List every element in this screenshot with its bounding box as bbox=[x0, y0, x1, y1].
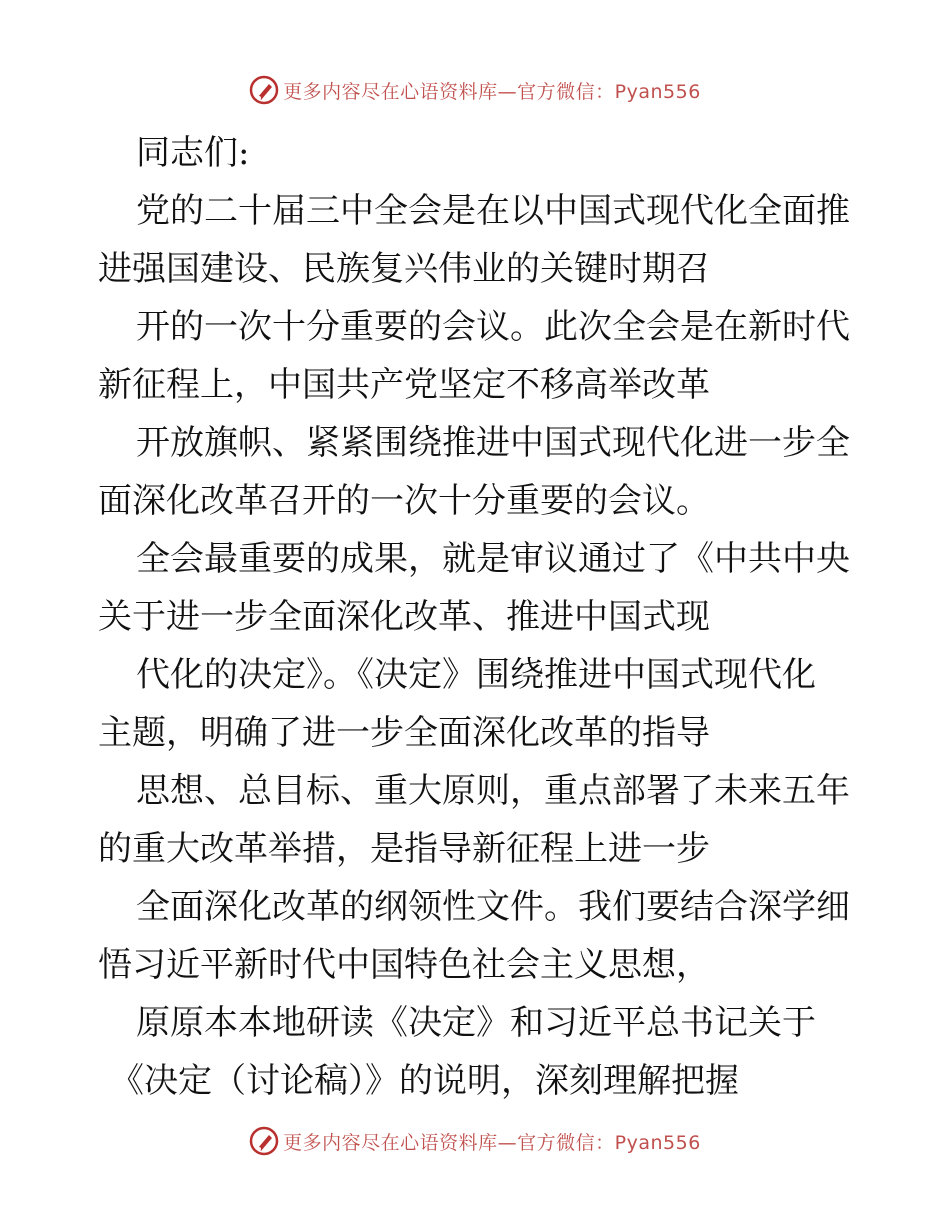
text-line: 面深化改革召开的一次十分重要的会议。 bbox=[98, 481, 710, 521]
text-line: 主题，明确了进一步全面深化改革的指导 bbox=[98, 713, 710, 753]
text-line: 《决定（讨论稿）》的说明，深刻理解把握 bbox=[110, 1061, 739, 1101]
text-line: 原原本本地研读《决定》和习近平总书记关于 bbox=[136, 1003, 816, 1043]
footer-banner-text: 更多内容尽在心语资料库—官方微信：Pyan556 bbox=[283, 1131, 701, 1154]
text-line: 悟习近平新时代中国特色社会主义思想， bbox=[98, 945, 710, 985]
text-line: 开的一次十分重要的会议。此次全会是在新时代 bbox=[136, 307, 850, 347]
text-line: 进强国建设、民族复兴伟业的关键时期召 bbox=[98, 249, 710, 289]
text-line: 党的二十届三中全会是在以中国式现代化全面推 bbox=[136, 191, 850, 231]
footer-banner bbox=[0, 1123, 950, 1159]
pen-nib-logo-icon bbox=[249, 1126, 279, 1156]
text-line: 开放旗帜、紧紧围绕推进中国式现代化进一步全 bbox=[136, 423, 850, 463]
text-line: 关于进一步全面深化改革、推进中国式现 bbox=[98, 597, 710, 637]
text-line: 同志们: bbox=[136, 133, 250, 173]
text-line: 思想、总目标、重大原则，重点部署了未来五年 bbox=[136, 771, 850, 811]
text-line: 代化的决定》。《决定》围绕推进中国式现代化 bbox=[136, 655, 816, 695]
text-line: 的重大改革举措，是指导新征程上进一步 bbox=[98, 829, 710, 869]
header-banner bbox=[0, 72, 950, 108]
document-body bbox=[98, 124, 858, 1110]
text-line: 全面深化改革的纲领性文件。我们要结合深学细 bbox=[136, 887, 850, 927]
text-line: 新征程上，中国共产党坚定不移高举改革 bbox=[98, 365, 710, 405]
pen-nib-logo-icon bbox=[249, 75, 279, 105]
text-line: 全会最重要的成果，就是审议通过了《中共中央 bbox=[136, 539, 850, 579]
header-banner-text: 更多内容尽在心语资料库—官方微信：Pyan556 bbox=[283, 80, 701, 103]
